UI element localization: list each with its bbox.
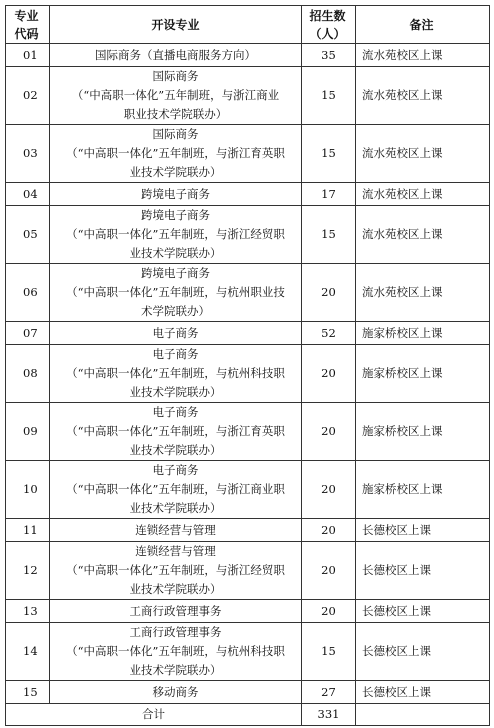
- cell-enrollment-count: 35: [302, 44, 356, 67]
- cell-note: 流水苑校区上课: [356, 183, 490, 206]
- cell-code: 07: [6, 322, 50, 345]
- table-row: [6, 345, 490, 403]
- major-name-line: （“中高职一体化”五年制班，与浙江经贸职: [66, 227, 285, 241]
- cell-enrollment-count: 52: [302, 322, 356, 345]
- header-code-line-2: 代码: [14, 26, 39, 41]
- cell-note: 流水苑校区上课: [356, 44, 490, 67]
- table-row: [6, 183, 490, 206]
- major-name-line: 国际商务: [152, 69, 199, 83]
- table-row: [6, 322, 490, 345]
- enrollment-table: [5, 5, 490, 726]
- header-count-line-2: （人）: [309, 26, 346, 41]
- cell-code: 13: [6, 600, 50, 623]
- major-name-line: 工商行政管理事务: [129, 603, 222, 618]
- cell-enrollment-count: 20: [302, 403, 356, 461]
- major-name-line: 工商行政管理事务: [129, 625, 222, 639]
- major-name-line: （“中高职一体化”五年制班，与杭州科技职: [66, 366, 285, 380]
- table-row: [6, 623, 490, 681]
- major-name-line: 跨境电子商务: [141, 208, 210, 222]
- cell-enrollment-count: 20: [302, 461, 356, 519]
- cell-enrollment-count: 20: [302, 542, 356, 600]
- cell-major-name: [50, 44, 302, 67]
- cell-major-name: [50, 264, 302, 322]
- header-note: 备注: [356, 6, 490, 44]
- major-name-line: （“中高职一体化”五年制班，与浙江经贸职: [66, 563, 285, 577]
- table-row: [6, 542, 490, 600]
- major-name-line: 连锁经营与管理: [135, 522, 216, 537]
- major-name-line: 电子商务: [152, 325, 199, 340]
- table-row: [6, 519, 490, 542]
- cell-code: 05: [6, 206, 50, 264]
- table-row: [6, 461, 490, 519]
- cell-note: 长德校区上课: [356, 542, 490, 600]
- major-name-line: （“中高职一体化”五年制班，与浙江育英职: [66, 424, 285, 438]
- cell-note: 施家桥校区上课: [356, 461, 490, 519]
- table-row: [6, 44, 490, 67]
- major-name-line: 跨境电子商务: [141, 186, 210, 201]
- cell-code: 08: [6, 345, 50, 403]
- cell-enrollment-count: 20: [302, 519, 356, 542]
- cell-enrollment-count: 17: [302, 183, 356, 206]
- header-name: 开设专业: [50, 6, 302, 44]
- header-count: [302, 6, 356, 44]
- total-note: [356, 704, 490, 726]
- cell-major-name: [50, 67, 302, 125]
- total-row: [6, 704, 490, 726]
- major-name-line: （“中高职一体化”五年制班，与杭州科技职: [66, 644, 285, 658]
- major-name-line: 跨境电子商务: [141, 266, 210, 280]
- table-body: [6, 44, 490, 726]
- major-name-line: 电子商务: [152, 347, 199, 361]
- cell-note: 施家桥校区上课: [356, 345, 490, 403]
- cell-major-name: [50, 519, 302, 542]
- cell-enrollment-count: 15: [302, 67, 356, 125]
- major-name-line: 业技术学院联办）: [129, 165, 222, 179]
- table-row: [6, 125, 490, 183]
- cell-enrollment-count: 27: [302, 681, 356, 704]
- cell-note: 长德校区上课: [356, 519, 490, 542]
- major-name-line: （“中高职一体化”五年制班，与浙江商业职: [66, 482, 285, 496]
- major-name-line: （“中高职一体化”五年制班，与浙江育英职: [66, 146, 285, 160]
- cell-note: 施家桥校区上课: [356, 322, 490, 345]
- cell-code: 12: [6, 542, 50, 600]
- major-name-line: 业技术学院联办）: [129, 582, 222, 596]
- major-name-line: 电子商务: [152, 463, 199, 477]
- table-row: [6, 600, 490, 623]
- major-name-line: 术学院联办）: [141, 304, 210, 318]
- major-name-line: 国际商务: [152, 127, 199, 141]
- cell-major-name: [50, 623, 302, 681]
- cell-code: 09: [6, 403, 50, 461]
- cell-enrollment-count: 20: [302, 264, 356, 322]
- cell-note: 流水苑校区上课: [356, 206, 490, 264]
- major-name-line: 电子商务: [152, 405, 199, 419]
- total-label: 合计: [6, 704, 302, 726]
- cell-major-name: [50, 681, 302, 704]
- cell-note: 施家桥校区上课: [356, 403, 490, 461]
- table-row: [6, 264, 490, 322]
- cell-note: 长德校区上课: [356, 600, 490, 623]
- major-name-line: 国际商务（直播电商服务方向）: [95, 47, 256, 62]
- major-name-line: （“中高职一体化”五年制班，与浙江商业: [71, 88, 280, 102]
- cell-note: 长德校区上课: [356, 681, 490, 704]
- cell-major-name: [50, 206, 302, 264]
- cell-code: 04: [6, 183, 50, 206]
- header-code-line-1: 专业: [14, 8, 39, 23]
- major-name-line: 业技术学院联办）: [129, 501, 222, 515]
- cell-enrollment-count: 15: [302, 623, 356, 681]
- cell-code: 01: [6, 44, 50, 67]
- cell-major-name: [50, 345, 302, 403]
- table-row: [6, 67, 490, 125]
- cell-enrollment-count: 20: [302, 345, 356, 403]
- cell-major-name: [50, 403, 302, 461]
- cell-code: 10: [6, 461, 50, 519]
- header-count-line-1: 招生数: [309, 8, 346, 23]
- cell-note: 流水苑校区上课: [356, 67, 490, 125]
- cell-major-name: [50, 542, 302, 600]
- major-name-line: 业技术学院联办）: [129, 443, 222, 457]
- header-code: [6, 6, 50, 44]
- cell-code: 02: [6, 67, 50, 125]
- cell-major-name: [50, 600, 302, 623]
- table-row: [6, 681, 490, 704]
- major-name-line: 连锁经营与管理: [135, 544, 216, 558]
- header-row: [6, 6, 490, 44]
- major-name-line: 移动商务: [152, 684, 199, 699]
- major-name-line: 业技术学院联办）: [129, 246, 222, 260]
- major-name-line: 业技术学院联办）: [129, 385, 222, 399]
- major-name-line: 业技术学院联办）: [129, 663, 222, 677]
- cell-code: 06: [6, 264, 50, 322]
- major-name-line: （“中高职一体化”五年制班，与杭州职业技: [66, 285, 285, 299]
- cell-code: 14: [6, 623, 50, 681]
- table-row: [6, 403, 490, 461]
- cell-note: 流水苑校区上课: [356, 264, 490, 322]
- cell-enrollment-count: 15: [302, 125, 356, 183]
- table-row: [6, 206, 490, 264]
- cell-note: 长德校区上课: [356, 623, 490, 681]
- cell-code: 03: [6, 125, 50, 183]
- cell-major-name: [50, 125, 302, 183]
- cell-major-name: [50, 461, 302, 519]
- cell-note: 流水苑校区上课: [356, 125, 490, 183]
- cell-major-name: [50, 322, 302, 345]
- cell-enrollment-count: 20: [302, 600, 356, 623]
- cell-code: 11: [6, 519, 50, 542]
- cell-code: 15: [6, 681, 50, 704]
- cell-major-name: [50, 183, 302, 206]
- major-name-line: 职业技术学院联办）: [123, 107, 228, 121]
- cell-enrollment-count: 15: [302, 206, 356, 264]
- total-count: 331: [302, 704, 356, 726]
